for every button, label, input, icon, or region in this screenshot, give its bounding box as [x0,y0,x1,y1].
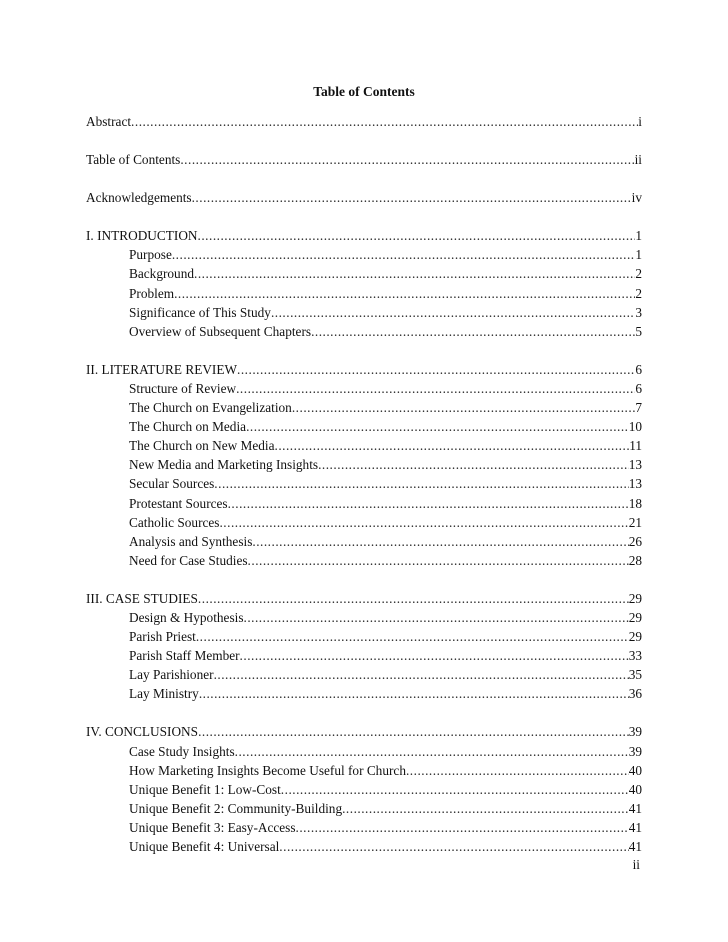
dot-leader [198,228,636,244]
toc-entry-label: Need for Case Studies [129,552,248,568]
toc-section-label: II. LITERATURE REVIEW [86,361,238,377]
dot-leader [198,724,629,740]
toc-entry-page: 36 [628,686,642,702]
toc-entry-page: iv [631,190,642,206]
toc-entry-page: 18 [628,495,642,511]
dot-leader [240,648,629,664]
toc-entry-label: Case Study Insights [129,743,235,759]
toc-entry-page: ii [634,152,642,168]
toc-entry [86,553,642,572]
toc-section-heading [86,591,642,610]
toc-entry-label: Unique Benefit 2: Community-Building [129,800,343,816]
toc-entry-page: 2 [635,266,642,282]
dot-leader [244,610,629,626]
page-title: Table of Contents [313,84,415,99]
toc-section-heading [86,362,642,381]
toc-entry-page: 1 [635,247,642,263]
toc-entry-page: 26 [628,533,642,549]
toc-entry-label: Protestant Sources [129,495,228,511]
toc-entry [86,686,642,705]
toc-entry [86,801,642,820]
toc-entry-page: i [638,114,642,129]
toc-entry [86,381,642,400]
toc-entry [86,400,642,419]
toc-entry-page: 13 [628,476,642,492]
toc-entry-page: 39 [628,743,642,759]
dot-leader [219,515,628,531]
toc-entry-abstract [86,114,642,133]
toc-entry-page: 33 [628,648,642,664]
toc-entry-label: Unique Benefit 3: Easy-Access [129,819,296,835]
toc-entry [86,782,642,801]
dot-leader [235,744,629,760]
toc-section-label: I. INTRODUCTION [86,228,198,244]
toc-list [86,114,642,858]
toc-entry-label: Acknowledgements [86,190,192,206]
dot-leader [342,801,629,817]
toc-entry-label: The Church on Media [129,419,247,435]
toc-entry-label: Design & Hypothesis [129,609,244,625]
toc-section-page: 6 [635,361,642,377]
toc-entry [86,515,642,534]
dot-leader [406,763,629,779]
toc-entry-page: 29 [628,629,642,645]
toc-entry-page: 40 [628,762,642,778]
toc-entry [86,496,642,515]
dot-leader [199,686,629,702]
toc-entry [86,610,642,629]
dot-leader [296,820,629,836]
dot-leader [214,476,628,492]
toc-entry [86,457,642,476]
toc-section-page: 39 [628,724,642,740]
toc-entry-label: Lay Parishioner [129,667,214,683]
toc-entry-label: Purpose [129,247,172,263]
toc-entry-label: Catholic Sources [129,514,220,530]
toc-entry-page: 29 [628,609,642,625]
toc-entry [86,744,642,763]
toc-entry [86,648,642,667]
toc-section-page: 29 [628,590,642,606]
dot-leader [246,419,629,435]
toc-entry-page: 6 [635,380,642,396]
page-number: ii [632,857,640,872]
toc-entry-label: Lay Ministry [129,686,199,702]
toc-entry-page: 11 [629,438,642,454]
toc-entry [86,629,642,648]
toc-entry-page: 28 [628,552,642,568]
dot-leader [180,152,634,168]
dot-leader [252,534,628,550]
toc-entry-page: 3 [635,304,642,320]
toc-entry [86,667,642,686]
toc-entry [86,476,642,495]
dot-leader [279,839,628,855]
toc-entry-label: Parish Priest [129,629,196,645]
toc-entry-label: How Marketing Insights Become Useful for Church [129,762,406,778]
toc-entry [86,305,642,324]
toc-entry [86,839,642,858]
toc-entry-page: 13 [628,457,642,473]
dot-leader [174,286,635,302]
toc-entry-label: Problem [129,285,175,301]
toc-entry [86,820,642,839]
toc-entry-label: Significance of This Study [129,304,271,320]
toc-entry [86,419,642,438]
dot-leader [192,190,632,206]
toc-entry [86,247,642,266]
dot-leader [236,381,635,397]
toc-entry-page: 7 [635,400,642,416]
toc-entry-label: Structure of Review [129,380,237,396]
toc-entry [86,763,642,782]
toc-entry-label: The Church on Evangelization [129,400,292,416]
dot-leader [196,629,629,645]
toc-section-heading [86,228,642,247]
toc-section-page: 1 [635,228,642,244]
dot-leader [131,114,638,130]
toc-entry [86,438,642,457]
dot-leader [228,496,629,512]
dot-leader [172,247,635,263]
dot-leader [214,667,629,683]
dot-leader [271,305,635,321]
dot-leader [292,400,636,416]
dot-leader [281,782,629,798]
toc-entry-label: Unique Benefit 1: Low-Cost [129,781,281,797]
toc-entry-label: The Church on New Media [129,438,275,454]
dot-leader [194,266,635,282]
toc-entry-page: 41 [628,839,642,854]
toc-entry-label: Abstract [86,114,132,129]
toc-entry-label: New Media and Marketing Insights [129,457,319,473]
toc-entry-acknowledgements [86,190,642,209]
dot-leader [311,324,635,340]
dot-leader [248,553,629,569]
toc-section-label: IV. CONCLUSIONS [86,724,199,740]
dot-leader [318,457,629,473]
toc-entry [86,266,642,285]
toc-entry-label: Unique Benefit 4: Universal [129,839,280,854]
toc-entry [86,534,642,553]
toc-entry-page: 5 [635,323,642,339]
toc-entry-label: Secular Sources [129,476,215,492]
toc-section-heading [86,724,642,743]
toc-entry-page: 2 [635,285,642,301]
toc-entry-page: 40 [628,781,642,797]
toc-section-label: III. CASE STUDIES [86,590,198,606]
toc-entry-page: 21 [628,514,642,530]
toc-entry-page: 10 [628,419,642,435]
toc-entry-label: Analysis and Synthesis [129,533,253,549]
toc-entry [86,286,642,305]
toc-entry-page: 41 [628,800,642,816]
toc-entry-label: Background [129,266,194,282]
toc-entry-table-of-contents [86,152,642,171]
toc-entry-label: Parish Staff Member [129,648,240,664]
toc-entry-label: Overview of Subsequent Chapters [129,323,312,339]
dot-leader [237,362,635,378]
dot-leader [198,591,629,607]
dot-leader [275,438,630,454]
toc-entry-page: 35 [628,667,642,683]
toc-entry-page: 41 [628,819,642,835]
toc-entry-label: Table of Contents [86,152,181,168]
toc-entry [86,324,642,343]
